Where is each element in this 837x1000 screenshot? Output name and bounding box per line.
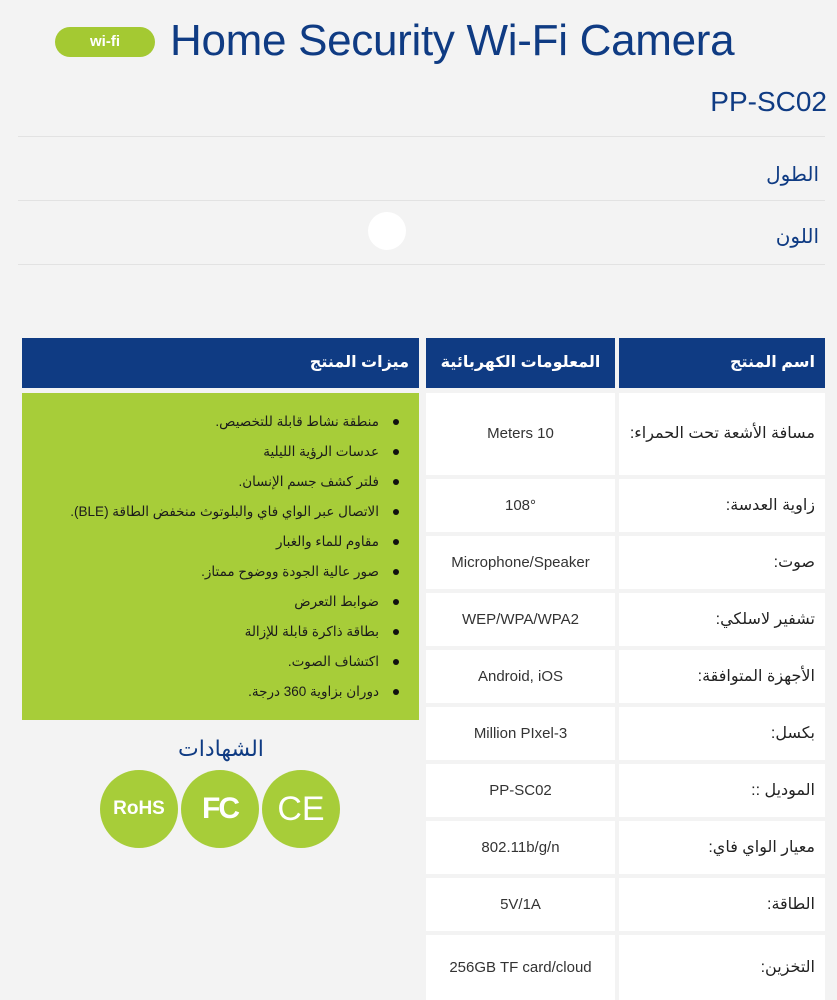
page-title: Home Security Wi-Fi Camera (170, 16, 735, 65)
model-number: PP-SC02 (710, 86, 827, 117)
divider (18, 264, 825, 265)
spec-value: 802.11b/g/n (426, 821, 615, 874)
ce-certification-icon: CE (262, 770, 340, 848)
spec-label: صوت: (619, 536, 825, 589)
feature-item: عدسات الرؤية الليلية (32, 437, 399, 467)
spec-label: تشفير لاسلكي: (619, 593, 825, 646)
header-product-name: اسم المنتج (619, 338, 825, 388)
header-features: ميزات المنتج (22, 338, 419, 388)
spec-value: Microphone/Speaker (426, 536, 615, 589)
spec-value: 5V/1A (426, 878, 615, 931)
certifications-title: الشهادات (178, 736, 264, 761)
divider (18, 200, 825, 201)
header-electrical-info: المعلومات الكهربائية (426, 338, 615, 388)
spec-value: Million PIxel-3 (426, 707, 615, 760)
feature-item: الاتصال عبر الواي فاي والبلوتوث منخفض الطاقة (BLE). (32, 497, 399, 527)
spec-label: الطاقة: (619, 878, 825, 931)
spec-value: Android, iOS (426, 650, 615, 703)
spec-value: PP-SC02 (426, 764, 615, 817)
color-swatch-white[interactable] (368, 212, 406, 250)
rohs-certification-icon: RoHS (100, 770, 178, 848)
feature-item: صور عالية الجودة ووضوح ممتاز. (32, 557, 399, 587)
length-option-label: الطول (766, 164, 819, 186)
features-list (22, 393, 419, 720)
spec-label: معيار الواي فاي: (619, 821, 825, 874)
spec-label: بكسل: (619, 707, 825, 760)
divider (18, 136, 825, 137)
feature-item: مقاوم للماء والغبار (32, 527, 399, 557)
spec-value: Meters 10 (426, 393, 615, 475)
spec-label: مسافة الأشعة تحت الحمراء: (619, 393, 825, 475)
spec-value: 256GB TF card/cloud (426, 935, 615, 1000)
spec-label: الموديل :: (619, 764, 825, 817)
spec-value: 108° (426, 479, 615, 532)
feature-item: دوران بزاوية 360 درجة. (32, 677, 399, 707)
spec-value: WEP/WPA/WPA2 (426, 593, 615, 646)
feature-item: بطاقة ذاكرة قابلة للإزالة (32, 617, 399, 647)
feature-item: اكتشاف الصوت. (32, 647, 399, 677)
feature-item: فلتر كشف جسم الإنسان. (32, 467, 399, 497)
spec-label: زاوية العدسة: (619, 479, 825, 532)
feature-item: ضوابط التعرض (32, 587, 399, 617)
wifi-badge: wi-fi (55, 27, 155, 57)
spec-label: التخزين: (619, 935, 825, 1000)
fcc-certification-icon: FC (181, 770, 259, 848)
spec-label: الأجهزة المتوافقة: (619, 650, 825, 703)
feature-item: منطقة نشاط قابلة للتخصيص. (32, 407, 399, 437)
color-option-label: اللون (775, 226, 819, 248)
